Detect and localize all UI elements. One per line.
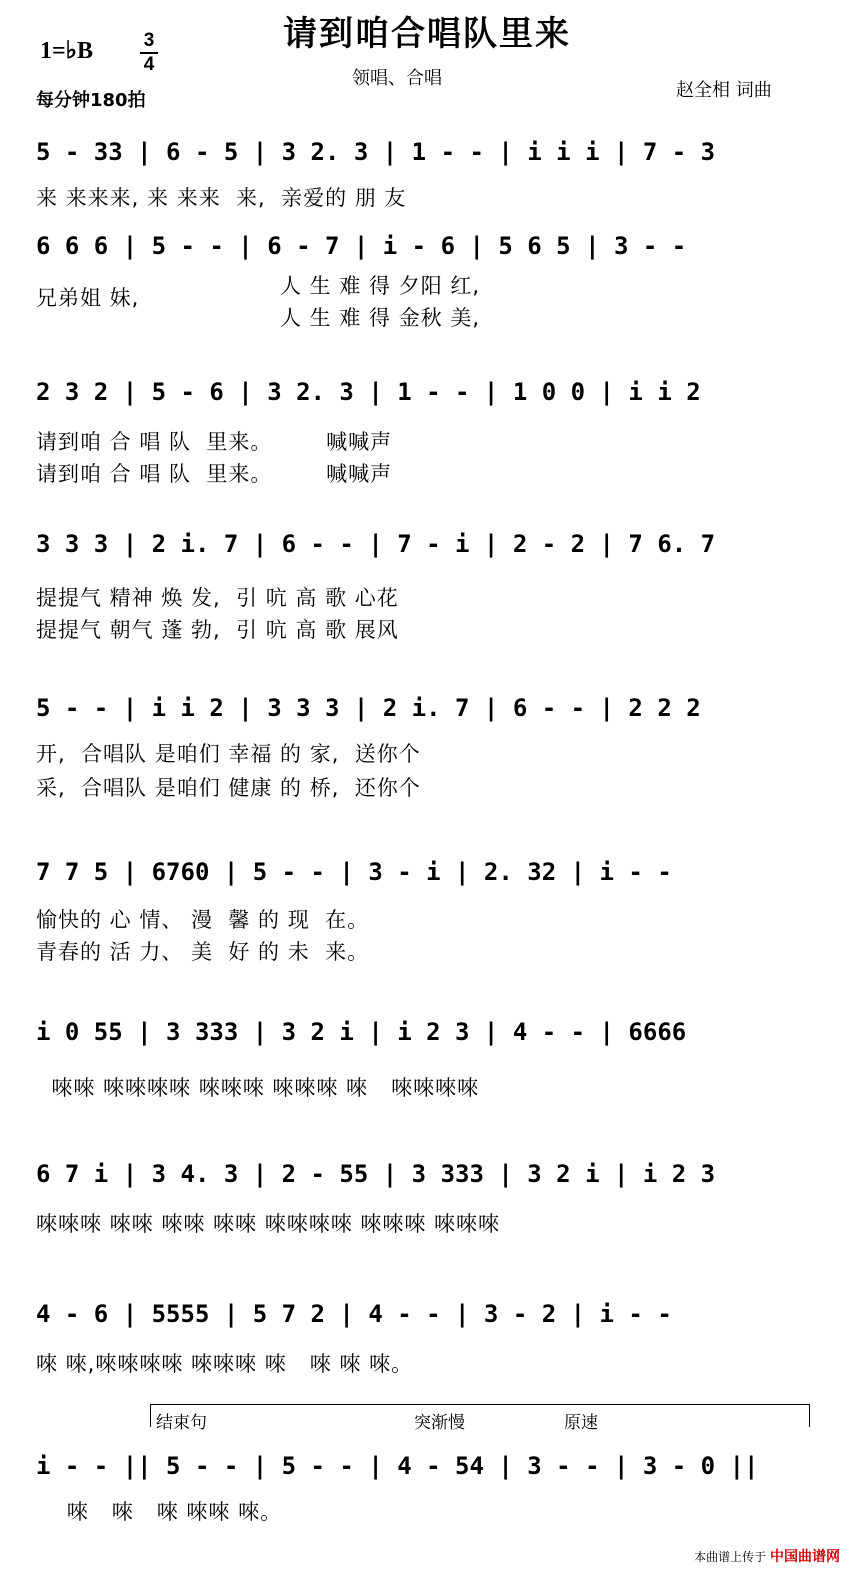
lyrics-verse-2: 提提气 朝气 蓬 勃, 引 吭 高 歌 展风 xyxy=(36,618,399,642)
score-system-10 xyxy=(36,1442,818,1524)
lyrics-verse-1: 请到咱 合 唱 队 里来。 喊喊声 xyxy=(36,430,393,454)
score-system-2 xyxy=(36,222,818,330)
lyrics-line: 唻唻唻 唻唻 唻唻 唻唻 唻唻唻唻 唻唻唻 唻唻唻 xyxy=(36,1212,501,1236)
notes-line: 2 3 2 | 5 - 6 | 3 2. 3 | 1 - - | 1 0 0 | i i 2 xyxy=(36,378,701,406)
lyrics-verse-2: 采, 合唱队 是咱们 健康 的 桥, 还你个 xyxy=(36,776,421,800)
time-signature xyxy=(140,30,158,76)
notes-line: 3 3 3 | 2 i. 7 | 6 - - | 7 - i | 2 - 2 | 7 6. 7 xyxy=(36,530,716,558)
notes-line: 4 - 6 | 5555 | 5 7 2 | 4 - - | 3 - 2 | i - - xyxy=(36,1300,672,1328)
time-sig-top: 3 xyxy=(143,30,155,51)
song-title: 请到咱合唱队里来 xyxy=(283,14,571,54)
ending-bracket xyxy=(150,1404,810,1427)
lyrics-verse-1: 人 生 难 得 夕阳 红, xyxy=(280,274,481,298)
score-system-8 xyxy=(36,1150,818,1236)
ritardando-label: 突渐慢 xyxy=(414,1413,465,1433)
notes-line: i 0 55 | 3 333 | 3 2 i | i 2 3 | 4 - - | 6666 xyxy=(36,1018,687,1046)
a-tempo-label: 原速 xyxy=(564,1413,598,1433)
lyrics-verse-2: 青春的 活 力、 美 好 的 未 来。 xyxy=(36,940,370,964)
notes-line: 6 7 i | 3 4. 3 | 2 - 55 | 3 333 | 3 2 i | i 2 3 xyxy=(36,1160,716,1188)
lyrics-verse-1: 提提气 精神 焕 发, 引 吭 高 歌 心花 xyxy=(36,586,399,610)
lyrics-verse-2: 请到咱 合 唱 队 里来。 喊喊声 xyxy=(36,462,393,486)
score-system-3 xyxy=(36,368,818,486)
author-credit: 赵全相 词曲 xyxy=(676,80,772,101)
notes-line: 5 - 33 | 6 - 5 | 3 2. 3 | 1 - - | i i i | 7 - 3 xyxy=(36,138,716,166)
score-system-1 xyxy=(36,128,818,210)
score-system-6 xyxy=(36,848,818,964)
lyrics-line: 兄弟姐 妹, xyxy=(36,286,140,310)
notes-line: i - - || 5 - - | 5 - - | 4 - 54 | 3 - - | 3 - 0 || xyxy=(36,1452,759,1480)
lyrics-line: 唻 唻 唻 唻唻 唻。 xyxy=(36,1500,283,1524)
footer-text: 本曲谱上传于 xyxy=(694,1550,767,1564)
source-footer xyxy=(694,1546,840,1566)
score-system-4 xyxy=(36,520,818,642)
performance-roles: 领唱、合唱 xyxy=(352,68,442,89)
score-system-7 xyxy=(36,1008,818,1100)
lyrics-line: 唻唻 唻唻唻唻 唻唻唻 唻唻唻 唻 唻唻唻唻 xyxy=(36,1076,480,1100)
lyrics-verse-1: 愉快的 心 情、 漫 馨 的 现 在。 xyxy=(36,908,370,932)
ending-label: 结束句 xyxy=(156,1413,207,1433)
footer-site: 中国曲谱网 xyxy=(770,1549,840,1565)
lyrics-line: 来 来来来, 来 来来 来, 亲爱的 朋 友 xyxy=(36,186,407,210)
notes-line: 7 7 5 | 6760 | 5 - - | 3 - i | 2. 32 | i - - xyxy=(36,858,672,886)
key-signature: 1=♭B xyxy=(40,38,94,64)
time-sig-bottom: 4 xyxy=(140,52,158,76)
score-system-9 xyxy=(36,1290,818,1376)
notes-line: 5 - - | i i 2 | 3 3 3 | 2 i. 7 | 6 - - | 2 2 2 xyxy=(36,694,701,722)
lyrics-verse-1: 开, 合唱队 是咱们 幸福 的 家, 送你个 xyxy=(36,742,421,766)
lyrics-verse-2: 人 生 难 得 金秋 美, xyxy=(280,306,481,330)
tempo-marking: 每分钟180拍 xyxy=(36,90,146,111)
score-system-5 xyxy=(36,684,818,800)
notes-line: 6 6 6 | 5 - - | 6 - 7 | i - 6 | 5 6 5 | 3 - - xyxy=(36,232,687,260)
lyrics-line: 唻 唻,唻唻唻唻 唻唻唻 唻 唻 唻 唻。 xyxy=(36,1352,414,1376)
